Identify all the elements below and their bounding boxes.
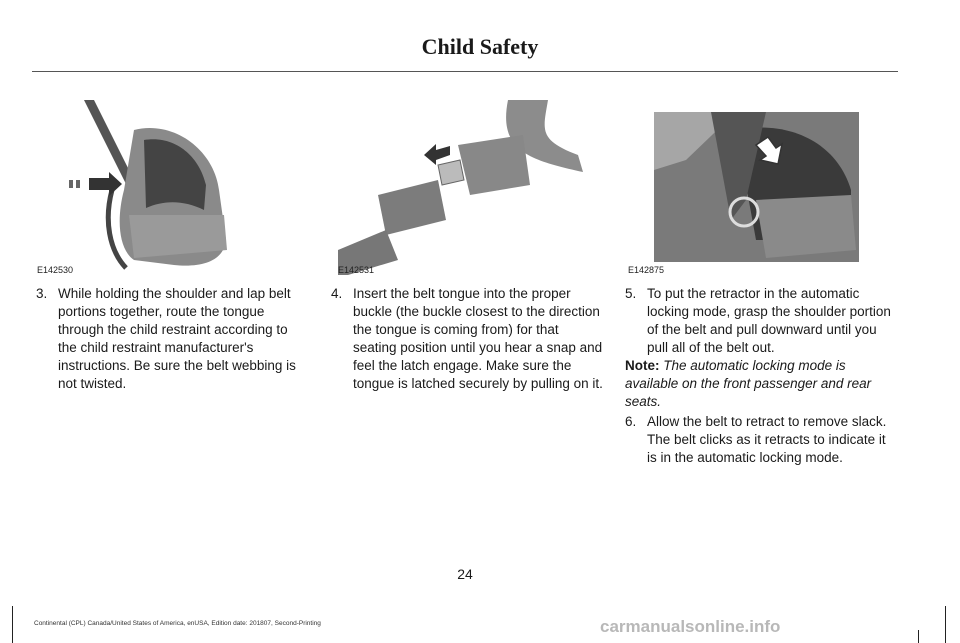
belt-buckle-illustration [338,100,598,275]
figure-code: E142875 [628,265,665,275]
step-text: Allow the belt to retract to remove slack. The belt clicks as it retracts to indicate it is in the automatic locking mode. [647,414,887,465]
note-label: Note: [625,358,660,373]
step-number: 4. [331,286,343,301]
note [625,357,887,411]
retractor-locking-illustration [626,100,886,275]
header-rule [32,71,898,72]
step-3 [36,285,308,393]
crop-mark [918,630,919,643]
page-number: 24 [457,566,473,582]
figure-code: E142531 [338,265,375,275]
step-5 [625,285,897,357]
step-4 [331,285,603,393]
step-number: 5. [625,286,637,301]
crop-mark [12,606,13,643]
crop-mark [945,606,946,643]
child-seat-routing-illustration [34,100,294,275]
note-text: The automatic locking mode is available on the front passenger and rear seats. [625,358,872,409]
step-text: To put the retractor in the automatic locking mode, grasp the shoulder portion of the belt and pull downward until you pull all of the belt out. [647,286,891,355]
figure-code: E142530 [37,265,74,275]
page-title: Child Safety [421,34,539,59]
footer-edition: Continental (CPL) Canada/United States of America, enUSA, Edition date: 201807, Second-Printing [34,620,321,627]
step-number: 3. [36,286,48,301]
watermark: carmanualsonline.info [600,617,781,636]
step-text: While holding the shoulder and lap belt portions together, route the tongue through the child restraint according to the child restraint manufacturer's instructions. Be sure the belt webbing is not twisted. [58,286,296,391]
step-text: Insert the belt tongue into the proper buckle (the buckle closest to the direction the tongue is coming from) for that seating position until you hear a snap and feel the latch engage. Make sure the tongue is latched securely by pulling on it. [353,286,603,391]
step-6 [625,413,897,467]
step-number: 6. [625,414,637,429]
